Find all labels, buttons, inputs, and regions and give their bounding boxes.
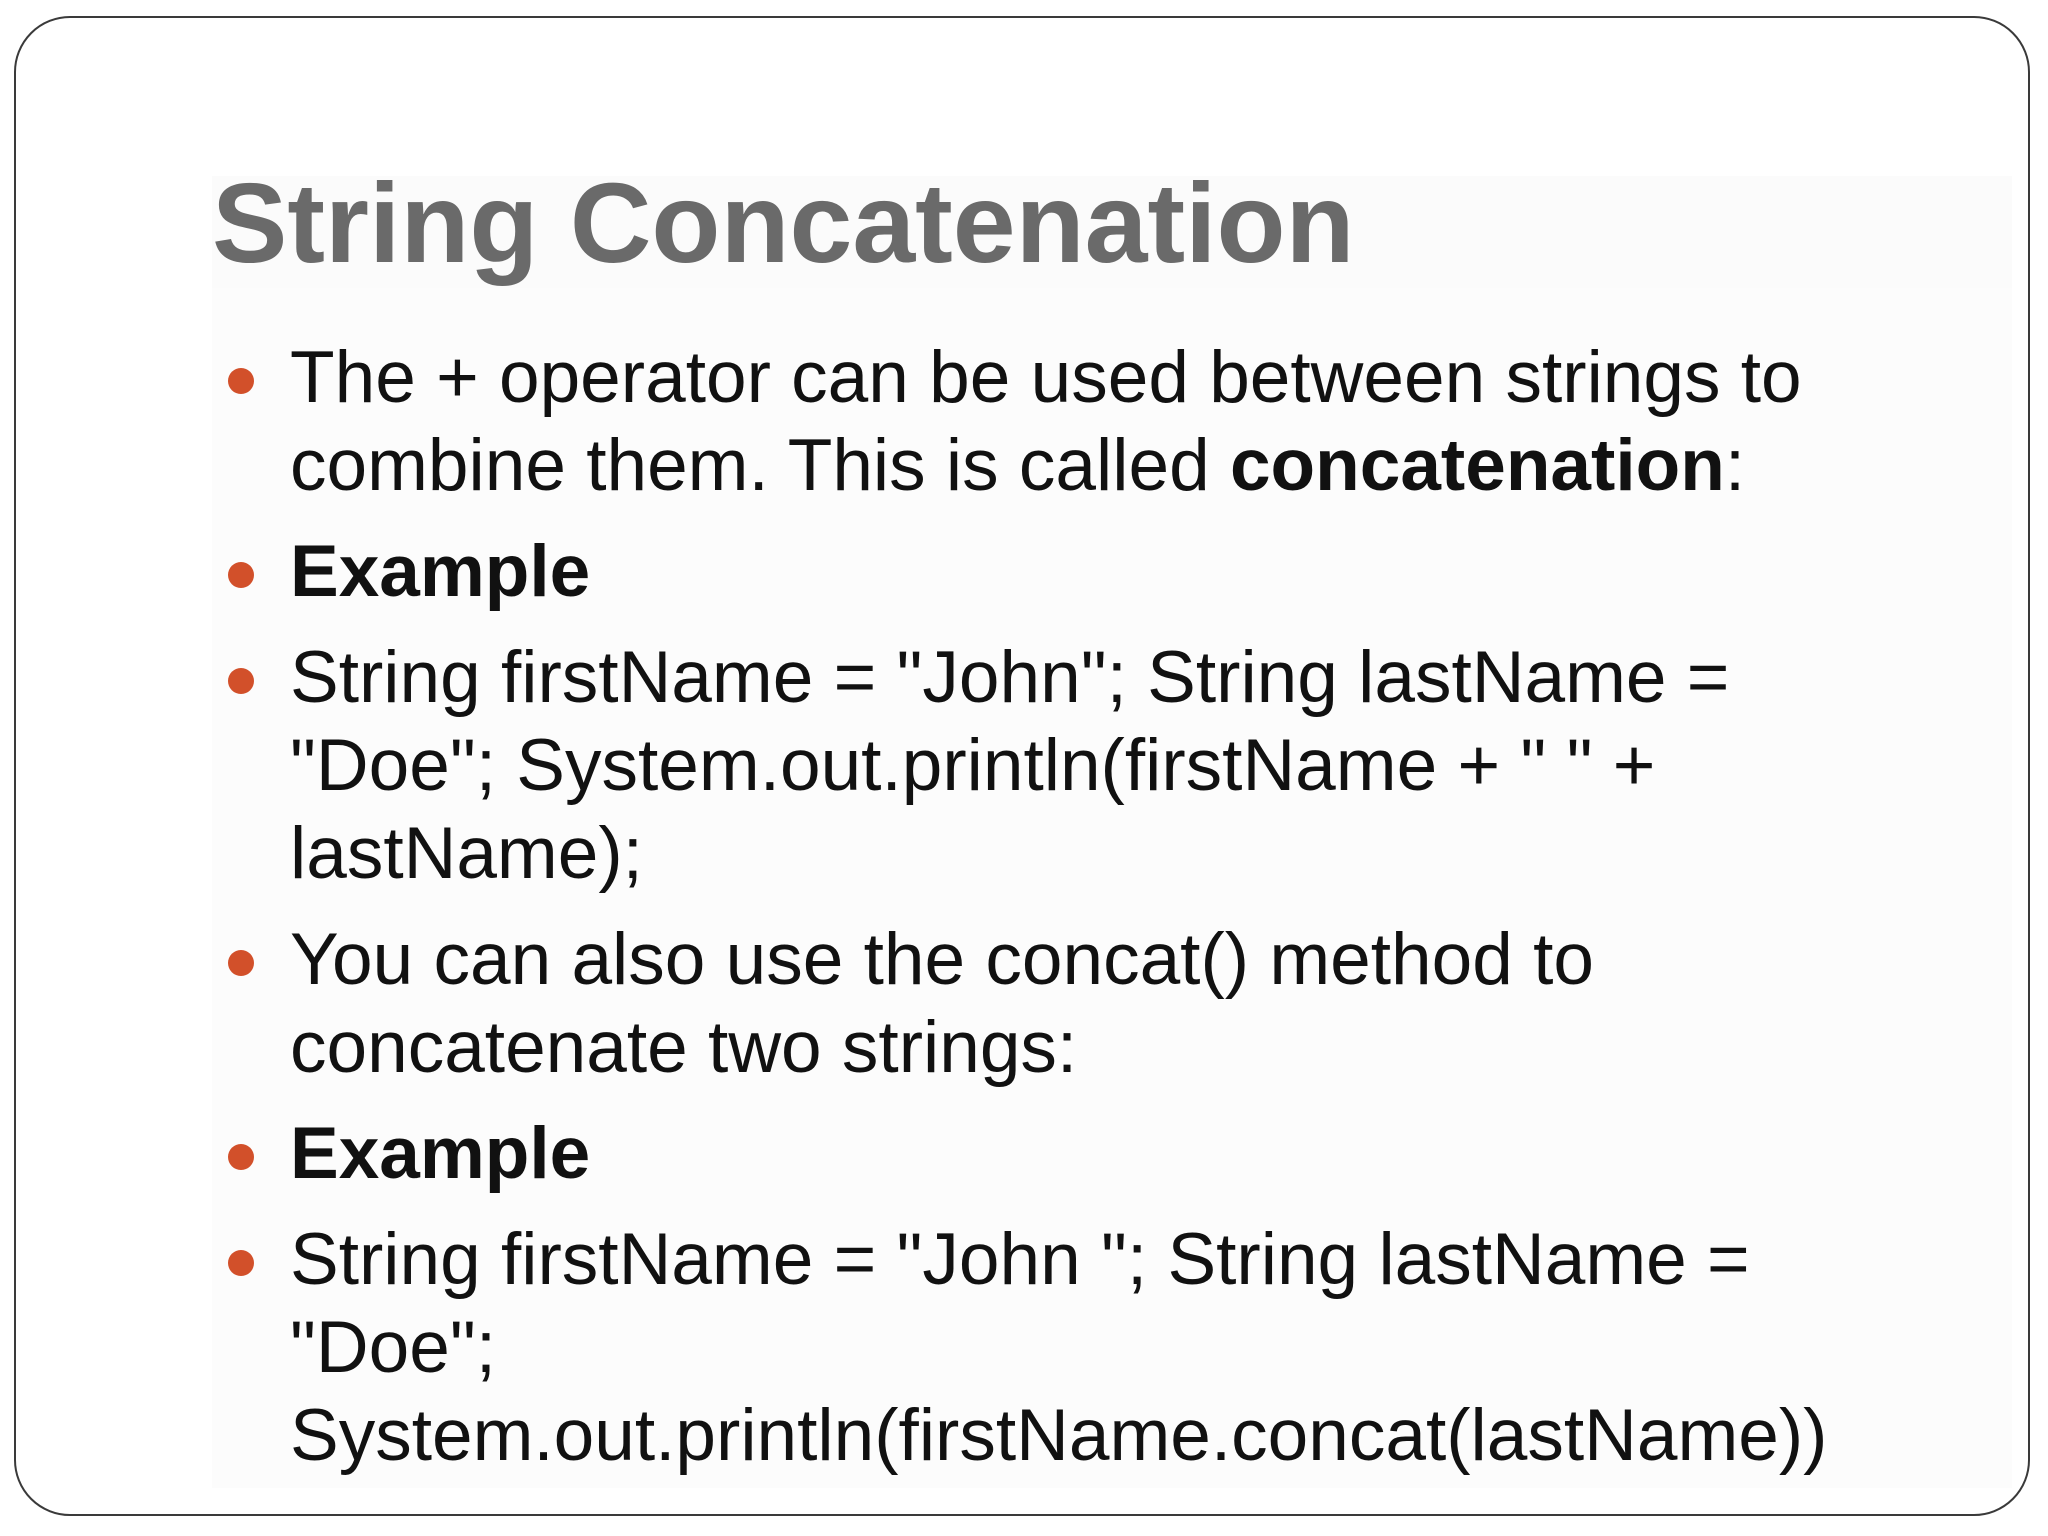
bullet-item (212, 916, 1862, 1092)
bullet-item (212, 334, 1862, 510)
bullet-dot-icon (228, 668, 254, 694)
bullet-dot-icon (228, 562, 254, 588)
bullet-text: Example (290, 531, 591, 612)
bullet-text: You can also use the concat() method to concatenate two strings: (290, 919, 1595, 1088)
slide-title: String Concatenation (212, 160, 1355, 286)
bullet-text: String firstName = "John "; String lastName = "Doe"; System.out.println(firstName.concat(lastName)) (290, 1219, 1828, 1476)
bullet-text: Example (290, 1113, 591, 1194)
bullet-item (212, 634, 1862, 898)
bullet-text (290, 337, 1802, 506)
bullet-segment: The + operator can be used between strings to combine them. This is called (290, 337, 1802, 506)
bullet-text: String firstName = "John"; String lastName = "Doe"; System.out.println(firstName + " " + lastName); (290, 637, 1730, 894)
bullet-dot-icon (228, 1250, 254, 1276)
bullet-segment-bold: concatenation (1229, 425, 1725, 506)
bullet-list (212, 334, 1862, 1498)
bullet-dot-icon (228, 950, 254, 976)
bullet-item (212, 528, 1862, 616)
bullet-dot-icon (228, 368, 254, 394)
bullet-dot-icon (228, 1144, 254, 1170)
bullet-segment: : (1724, 425, 1746, 506)
bullet-item (212, 1110, 1862, 1198)
bullet-item (212, 1216, 1862, 1480)
